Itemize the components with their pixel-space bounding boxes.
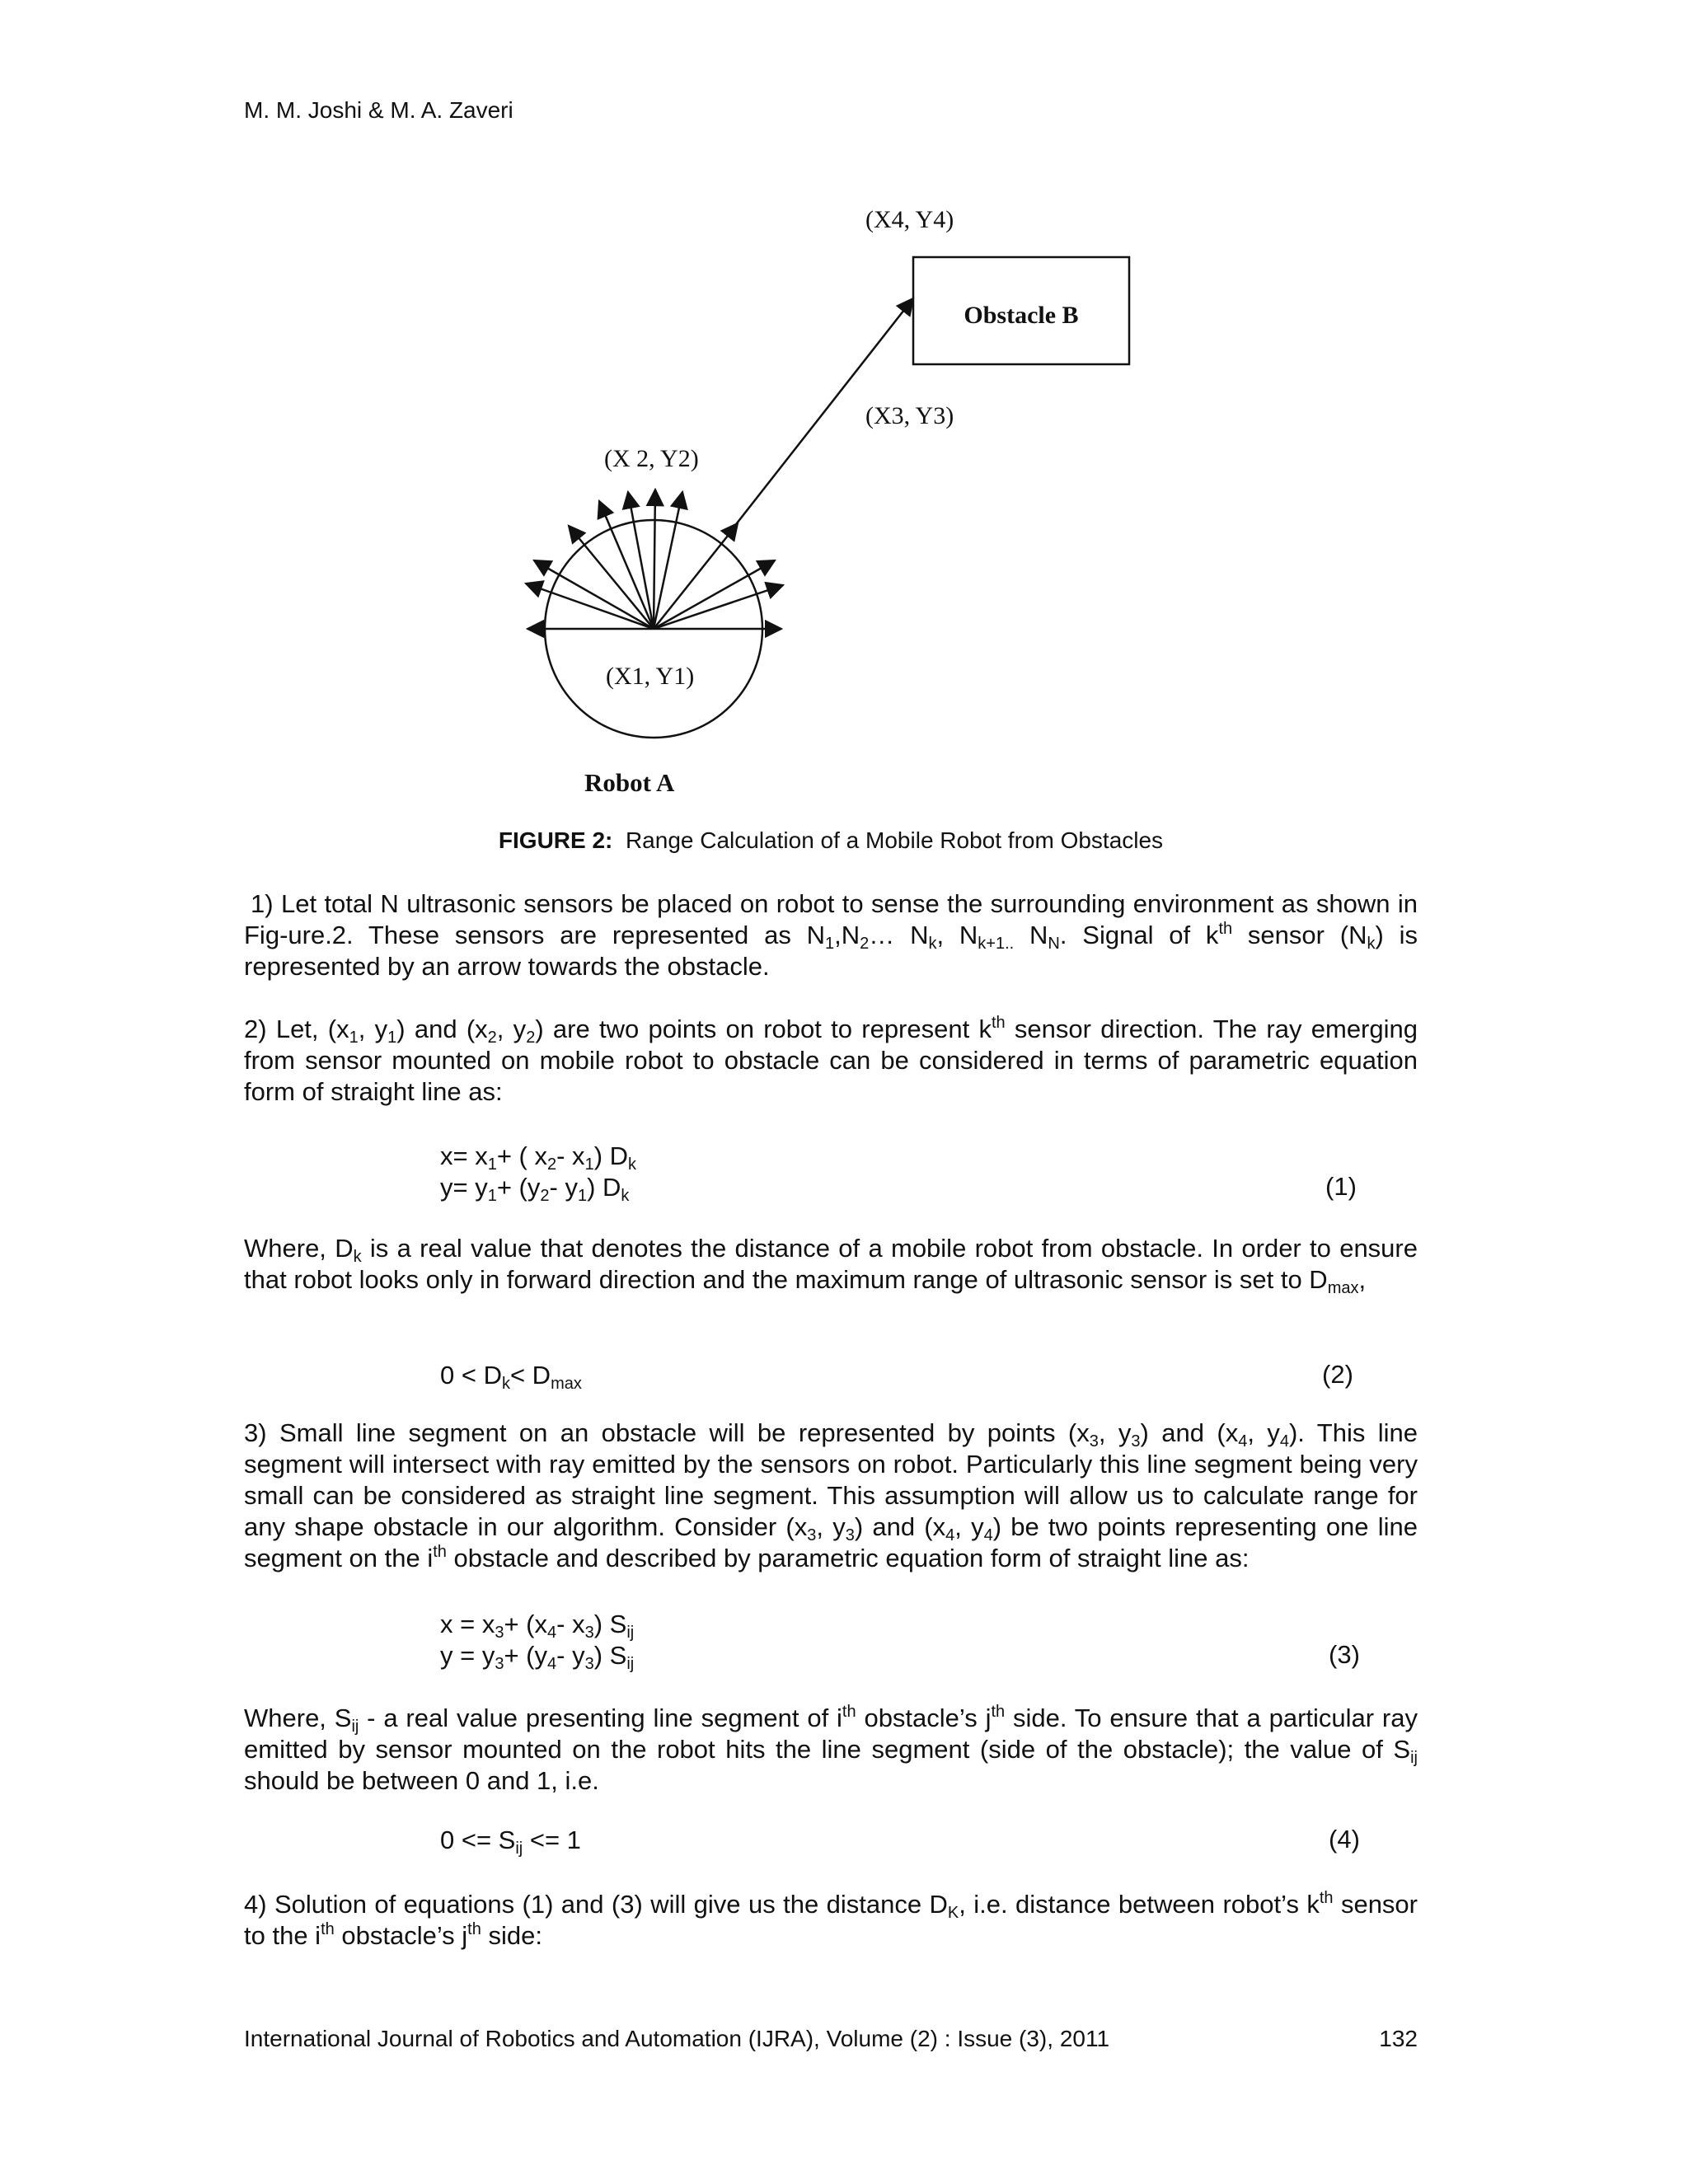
robot-label: Robot A — [584, 768, 675, 797]
equation-4: $0 <= S_{ij} <= 1$ — [440, 1825, 581, 1858]
figure-2-diagram — [0, 0, 1688, 824]
equation-number-3: (3) — [1329, 1640, 1360, 1669]
paragraph-1: 1) Let total N ultrasonic sensors be placed on robot to sense the surrounding environment as shown in Fig-ure.2. These sensors are represented as $N_1,N_2\dots$ $N_k$, $N_{k+1..}$ $N_N$. Signal of $k^{th}$ sensor $(N_k)$ is represented by an arrow towards the obstacle. — [244, 889, 1418, 981]
sensor-arrow — [628, 492, 654, 629]
paragraph-4: 3) Small line segment on an obstacle will be represented by points ($x_3$, $y_3$) and ($x_4$, $y_4$). This line segment will intersect with ray emitted by the sensors on robot. Particularly this line segment being very small can be considered as straight line segment. This assumption will allow us to calculate range for any shape obstacle in our algorithm. Consider ($x_3$, $y_3$) and ($x_4$, $y_4$) be two points representing one line segment on the $i^{th}$ obstacle and described by parametric equation form of straight line as: — [244, 1418, 1418, 1572]
page-number: 132 — [1379, 2026, 1418, 2051]
paragraph-5: Where, $S_{ij}$ - a real value presenting line segment of $i^{th}$ obstacle’s $j^{th}$ side. To ensure that a particular ray emitted by sensor mounted on the robot hits the line segment (side of the obstacle); the value of $S_{ij}$ should be between 0 and 1, i.e. — [244, 1703, 1418, 1795]
running-header: M. M. Joshi & M. A. Zaveri — [244, 97, 513, 123]
caption-text: Range Calculation of a Mobile Robot from Obstacles — [625, 827, 1164, 853]
sensor-arrow — [654, 490, 655, 629]
obstacle-label: Obstacle B — [964, 302, 1079, 329]
equation-number-1: (1) — [1325, 1172, 1357, 1201]
sensor-arrow — [534, 560, 654, 629]
point-label-2: (X 2, Y2) — [604, 445, 699, 472]
equation-1-line-2: $y= y_1+ (y_2-$ $y_1$) $D_k$ — [440, 1173, 630, 1205]
equation-3-line-2: $y = y_3+ (y_4-$ $y_3$) $S_{ij}$ — [440, 1641, 635, 1673]
sensor-arrow — [654, 492, 682, 629]
equation-number-4: (4) — [1329, 1825, 1360, 1854]
paragraph-3: Where, $D_k$ is a real value that denotes the distance of a mobile robot from obstacle. In order to ensure that robot looks only in forward direction and the maximum range of ultrasonic sensor is set to $D_{max}$, — [244, 1234, 1418, 1297]
equation-2: $0 < D_k< D_{max}$ — [440, 1361, 582, 1393]
equation-3-line-1: $x = x_3+ (x_4-$ $x_3$) $S_{ij}$ — [440, 1610, 635, 1642]
point-label-1: (X1, Y1) — [606, 663, 695, 690]
figure-caption — [244, 827, 1418, 854]
sensor-arrow — [654, 523, 738, 629]
equation-number-2: (2) — [1322, 1360, 1353, 1389]
point-label-3: (X3, Y3) — [865, 402, 954, 429]
page-footer — [244, 2026, 1418, 2052]
paragraph-6: 4) Solution of equations (1) and (3) will give us the distance $D_K$, i.e. distance between robot’s $k^{th}$ sensor to the $i^{th}$ obstacle’s $j^{th}$ side: — [244, 1889, 1418, 1950]
paragraph-2: 2) Let, ($x_1$, $y_1$) and ($x_2$, $y_2$) are two points on robot to represent $k^{th}$ sensor direction. The ray emerging from sensor mounted on mobile robot to obstacle can be considered in terms of parametric equation form of straight line as: — [244, 1014, 1418, 1106]
point-label-4: (X4, Y4) — [865, 206, 954, 233]
equation-1-line-1: $x= x_1+$ ( $x_2-$ $x_1$) $D_k$ — [440, 1141, 637, 1174]
caption-label: FIGURE 2: — [498, 827, 613, 853]
journal-citation: International Journal of Robotics and Automation (IJRA), Volume (2) : Issue (3), 2011 — [244, 2026, 1110, 2051]
